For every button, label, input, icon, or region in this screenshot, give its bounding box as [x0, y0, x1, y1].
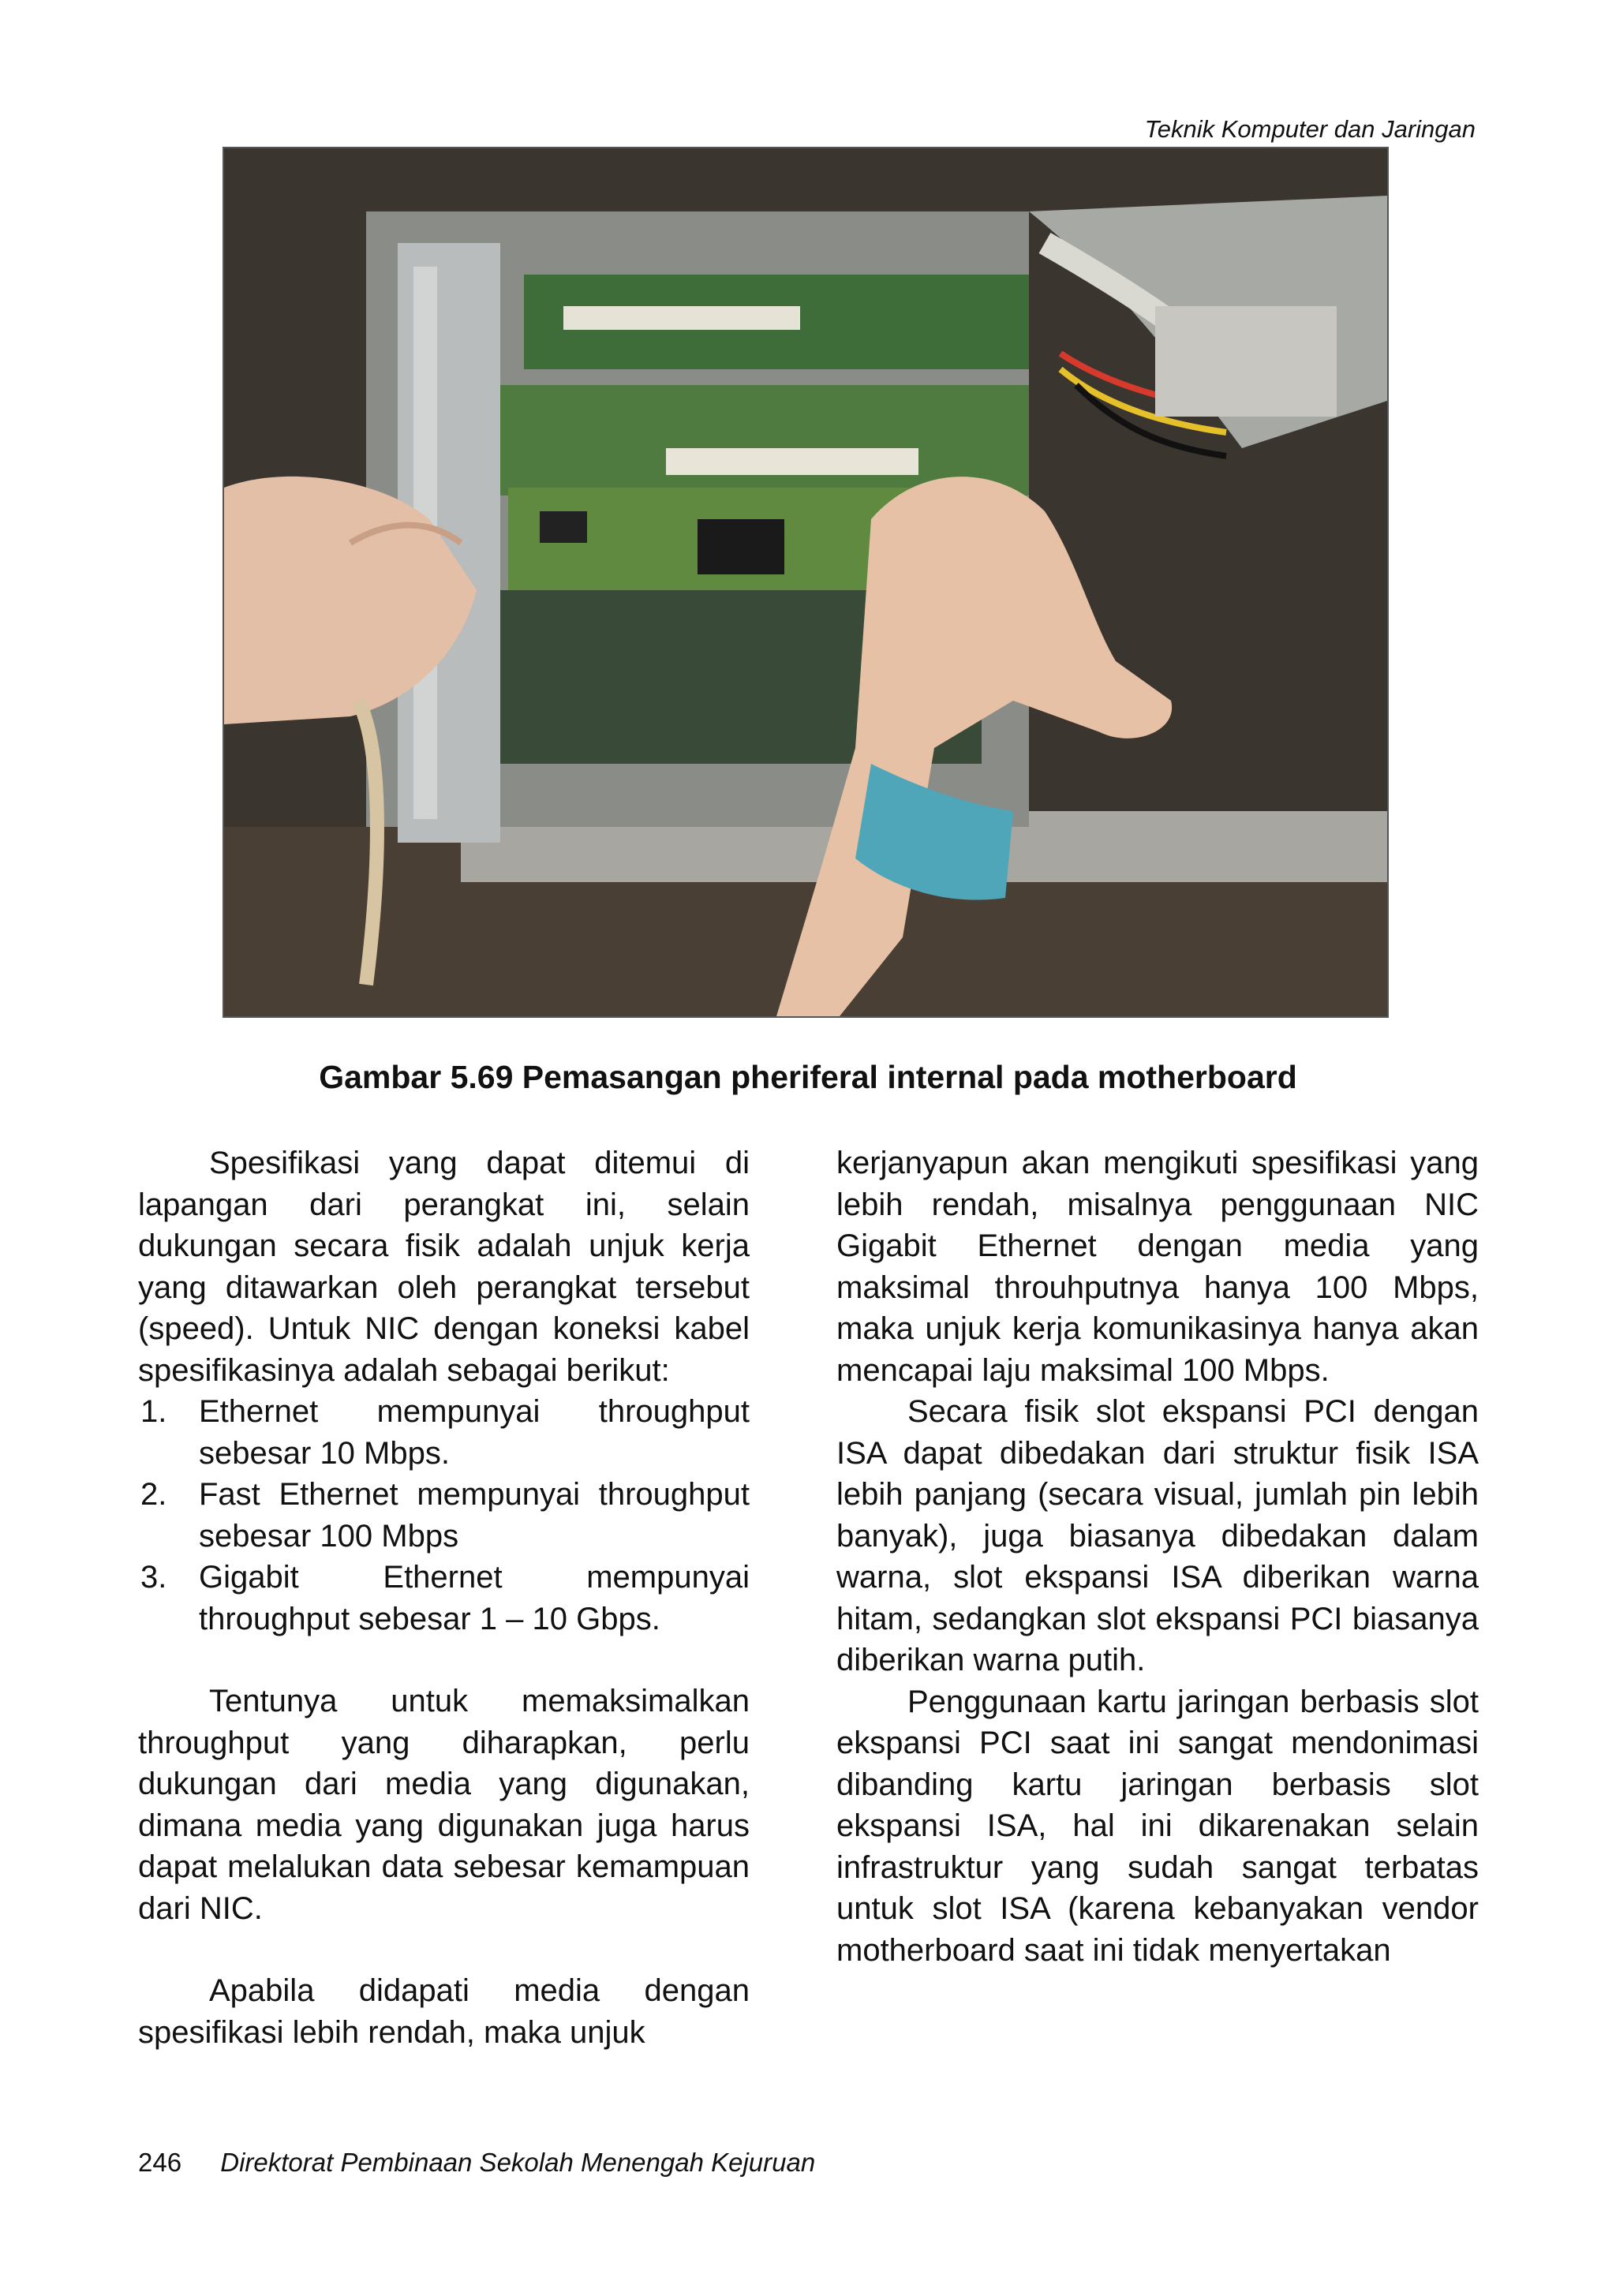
list-item — [138, 1557, 750, 1640]
running-header: Teknik Komputer dan Jaringan — [1144, 115, 1476, 143]
right-column — [836, 1142, 1479, 1971]
paragraph-spacer — [138, 1640, 750, 1681]
figure-photo — [223, 147, 1389, 1018]
numbered-list — [138, 1391, 750, 1640]
paragraph: Penggunaan kartu jaringan berbasis slot ekspansi PCI saat ini sangat mendonimasi dibanding kartu jaringan berbasis slot ekspansi ISA, hal ini dikarenakan selain infrastruktur yang sudah sangat terbatas untuk slot ISA (karena kebanyakan vendor motherboard saat ini tidak menyertakan — [836, 1684, 1479, 1968]
paragraph-spacer — [138, 1929, 750, 1970]
list-text: Fast Ethernet mempunyai throughput sebesar 100 Mbps — [199, 1477, 750, 1554]
page-footer — [138, 2148, 815, 2178]
paragraph: Spesifikasi yang dapat ditemui di lapangan dari perangkat ini, selain dukungan secara fisik adalah unjuk kerja yang ditawarkan oleh perangkat tersebut (speed). Untuk NIC dengan koneksi kabel spesifikasinya adalah sebagai berikut: — [138, 1146, 750, 1388]
motherboard-photo-illustration — [224, 148, 1387, 1016]
list-item — [138, 1391, 750, 1474]
paragraph: Apabila didapati media dengan spesifikasi lebih rendah, maka unjuk — [138, 1973, 750, 2050]
list-item — [138, 1474, 750, 1557]
page-number: 246 — [138, 2148, 182, 2177]
list-number: 2. — [140, 1477, 167, 1512]
paragraph: Secara fisik slot ekspansi PCI dengan ISA dapat dibedakan dari struktur fisik ISA lebih panjang (secara visual, jumlah pin lebih banyak), juga biasanya dibedakan dalam warna, slot ekspansi ISA diberikan warna hitam, sedangkan slot ekspansi PCI biasanya diberikan warna putih. — [836, 1394, 1479, 1677]
figure-caption: Gambar 5.69 Pemasangan pheriferal internal pada motherboard — [319, 1059, 1297, 1095]
paragraph: Tentunya untuk memaksimalkan throughput yang diharapkan, perlu dukungan dari media yang digunakan, dimana media yang digunakan juga harus dapat melalukan data sebesar kemampuan dari NIC. — [138, 1684, 750, 1926]
list-number: 3. — [140, 1560, 167, 1595]
list-text: Gigabit Ethernet mempunyai throughput sebesar 1 – 10 Gbps. — [199, 1560, 750, 1636]
list-text: Ethernet mempunyai throughput sebesar 10 Mbps. — [199, 1394, 750, 1471]
paragraph: kerjanyapun akan mengikuti spesifikasi yang lebih rendah, misalnya penggunaan NIC Gigabit Ethernet dengan media yang maksimal throuhputnya hanya 100 Mbps, maka unjuk kerja komunikasinya hanya akan mencapai laju maksimal 100 Mbps. — [836, 1146, 1479, 1388]
footer-title: Direktorat Pembinaan Sekolah Menengah Kejuruan — [220, 2148, 816, 2177]
list-number: 1. — [140, 1394, 167, 1429]
left-column — [138, 1142, 750, 2053]
